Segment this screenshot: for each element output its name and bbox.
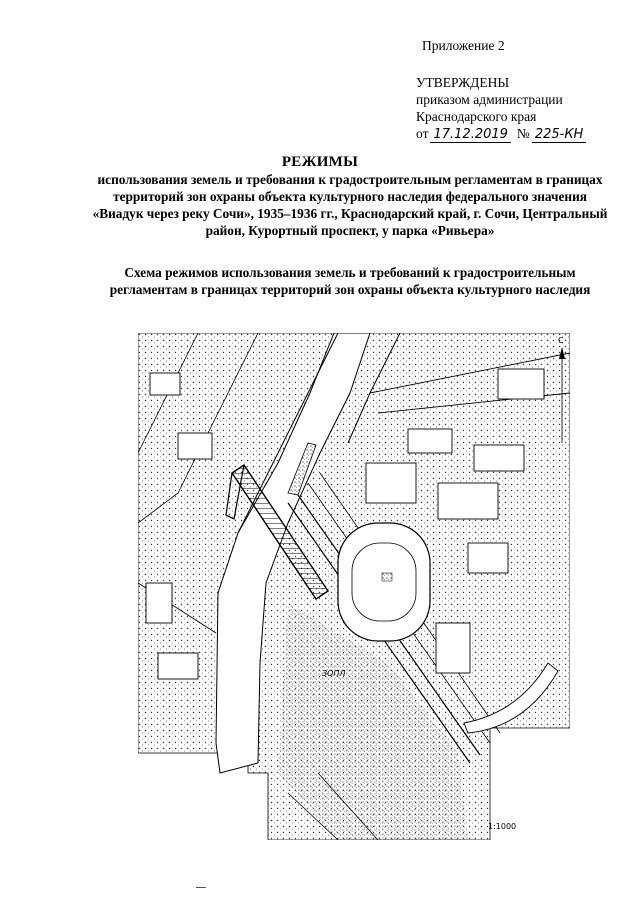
map-scale: 1:1000 [488,822,517,831]
map-drawing [138,333,570,840]
handwritten-number: 225-КН [532,128,587,143]
document-title: РЕЖИМЫ [281,154,359,170]
approval-block [416,74,586,143]
scheme-title: Схема режимов использования земель и требований к градостроительным регламентам в границах территорий зон охраны объекта культурного наследия [109,265,591,297]
approval-line-1: приказом администрации [416,92,563,107]
number-prefix: № [516,126,530,141]
approval-heading: УТВЕРЖДЕНЫ [416,75,510,90]
cadastral-map [138,333,570,840]
approval-date-row [416,125,586,143]
handwritten-date: 17.12.2019 [430,128,510,143]
north-arrow-label: С [558,336,564,345]
annex-label: Приложение 2 [422,38,505,53]
zone-label: ЗОПЛ [322,669,346,678]
date-prefix: от [416,126,429,141]
footer-mark [196,887,206,888]
document-subtitle: использования земель и требования к градостроительным регламентам в границах территорий зон охраны объекта культурного наследия федерального значения «Виадук через реку Сочи», 1935–1936 гг., Краснодарский край, г. Сочи, Центральный район, Курортный проспект, у парка «Ривьера» [92,172,608,238]
approval-line-2: Краснодарского края [416,109,537,124]
